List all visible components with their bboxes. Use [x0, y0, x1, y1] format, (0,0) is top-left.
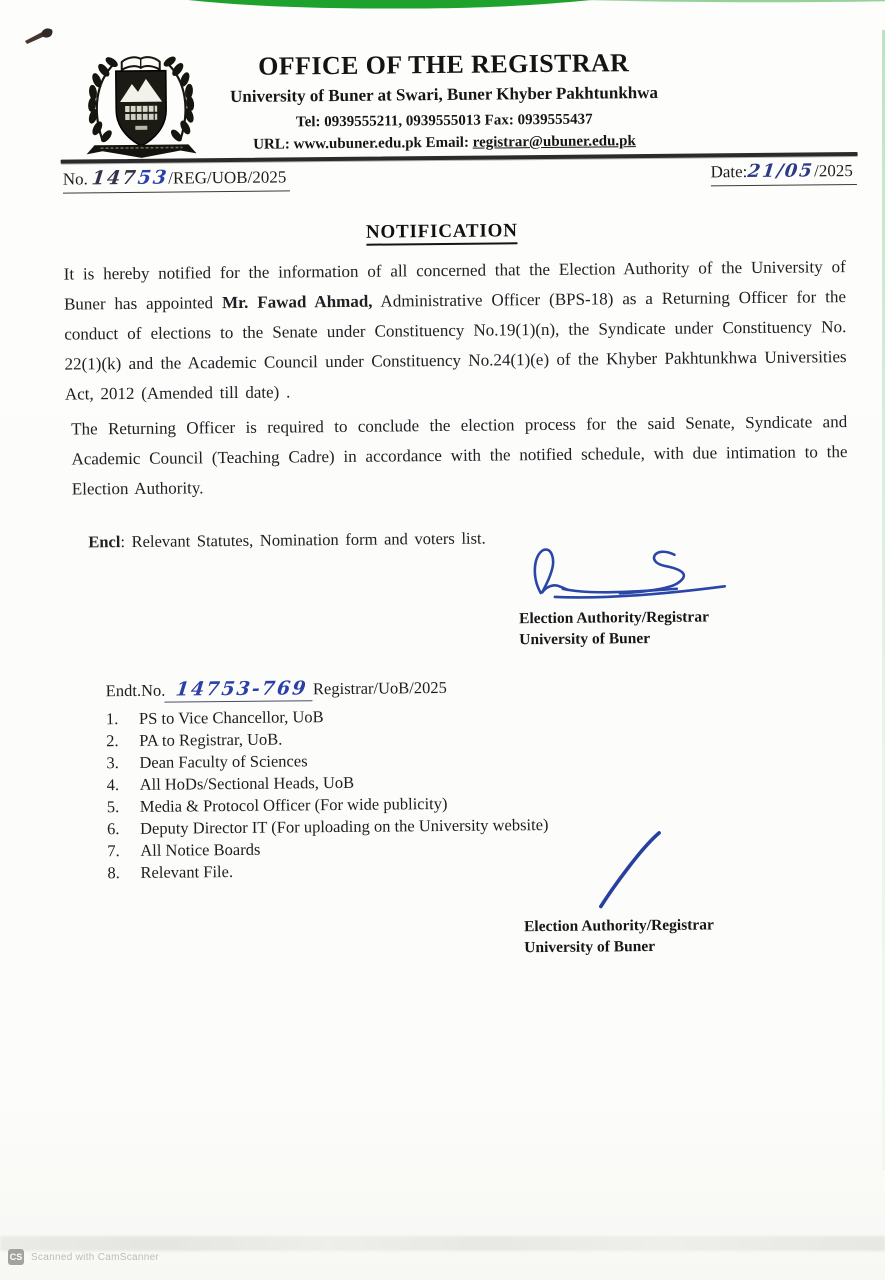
appointee-name: Mr. Fawad Ahmad, — [221, 291, 373, 313]
no-label: No. — [62, 169, 93, 189]
item-text: Relevant File. — [140, 862, 234, 882]
camscanner-logo-icon: CS — [8, 1249, 24, 1265]
endt-label: Endt.No. — [105, 680, 166, 701]
reference-date — [710, 160, 856, 186]
item-text: PA to Registrar, UoB. — [139, 729, 283, 750]
registrar-email: registrar@ubuner.edu.pk — [472, 133, 636, 151]
item-text: PS to Vice Chancellor, UoB — [138, 707, 324, 728]
item-number: 2. — [106, 731, 119, 751]
office-title: OFFICE OF THE REGISTRAR — [258, 48, 630, 81]
university-line: University of Buner at Swari, Buner Khyber Pakhtunkhwa — [229, 82, 659, 107]
date-year-printed: /2025 — [813, 161, 853, 181]
item-text: All Notice Boards — [140, 839, 261, 860]
date-label: Date: — [710, 162, 748, 182]
item-text: Dean Faculty of Sciences — [139, 751, 308, 772]
signatory-title: Election Authority/Registrar — [518, 608, 709, 628]
date-separator: / — [775, 160, 787, 182]
item-number: 5. — [106, 797, 120, 817]
item-number: 6. — [106, 819, 120, 839]
endt-number-handwritten: 14753-769 — [164, 677, 314, 702]
tel-fax-line: Tel: 0939555211, 0939555013 Fax: 0939555437 — [295, 111, 593, 131]
encl-text: : Relevant Statutes, Nomination form and voters list. — [120, 528, 486, 552]
item-number: 7. — [107, 841, 120, 861]
url-email-line — [166, 132, 722, 154]
para1-end: Administrative Officer (BPS-18) as a Returning Officer for the conduct of elections to the Senate under Constituency No.19(1)(n), the Syndicate under Constituency No. 22(1)(k) and the Academic Council under Constituency No.24(1)(e) of the Khyber Pakhtunkhwa Universities Act, 2012 (Amended till date) . — [64, 287, 847, 404]
endt-printed: Registrar/UoB/2025 — [312, 677, 447, 699]
item-number: 4. — [106, 775, 120, 795]
signatory-org: University of Buner — [519, 629, 651, 649]
date-month-handwritten: 05 — [783, 160, 816, 182]
url-label: URL: www.ubuner.edu.pk Email: — [253, 134, 473, 153]
signature-ink-icon — [524, 541, 740, 603]
camscanner-text: Scanned with CamScanner — [31, 1251, 160, 1263]
notification-body — [64, 252, 849, 557]
item-number: 1. — [105, 709, 119, 729]
item-number: 3. — [106, 753, 119, 773]
encl-label: Encl — [88, 532, 121, 552]
ref-no-printed: /REG/UOB/2025 — [168, 167, 287, 188]
notification-title-row — [0, 217, 884, 247]
signatory-org: University of Buner — [524, 937, 656, 957]
signature-block-2 — [515, 827, 796, 959]
reference-number — [63, 165, 291, 193]
signature-slash-icon — [593, 828, 674, 911]
reference-row — [63, 160, 857, 194]
signature-block-1 — [510, 541, 791, 651]
notification-title: NOTIFICATION — [366, 220, 518, 245]
letterhead — [166, 47, 723, 154]
paragraph-1 — [64, 252, 847, 409]
item-text: Media & Protocol Officer (For wide publicity) — [139, 793, 448, 816]
item-text: All HoDs/Sectional Heads, UoB — [139, 772, 355, 794]
endorsement-number-line — [106, 673, 786, 704]
para1-start: It is hereby notified for the information of all concerned that the Election Authority of the University of Buner has appointed — [63, 257, 846, 314]
signatory-title: Election Authority/Registrar — [523, 916, 714, 936]
date-day-handwritten: 21 — [746, 160, 778, 183]
ref-no-handwritten-blue: 53 — [136, 166, 170, 189]
paragraph-2: The Returning Officer is required to conclude the election process for the said Senate, Syndicate and Academic Council (Teaching Cadre) in accordance with the notified schedule, with due intimation to the Election Authority. — [71, 412, 848, 499]
ref-no-handwritten-dark: 147 — [90, 166, 140, 190]
item-text: Deputy Director IT (For uploading on the University website) — [139, 814, 549, 838]
camscanner-watermark — [8, 1249, 159, 1265]
item-number: 8. — [107, 863, 120, 883]
